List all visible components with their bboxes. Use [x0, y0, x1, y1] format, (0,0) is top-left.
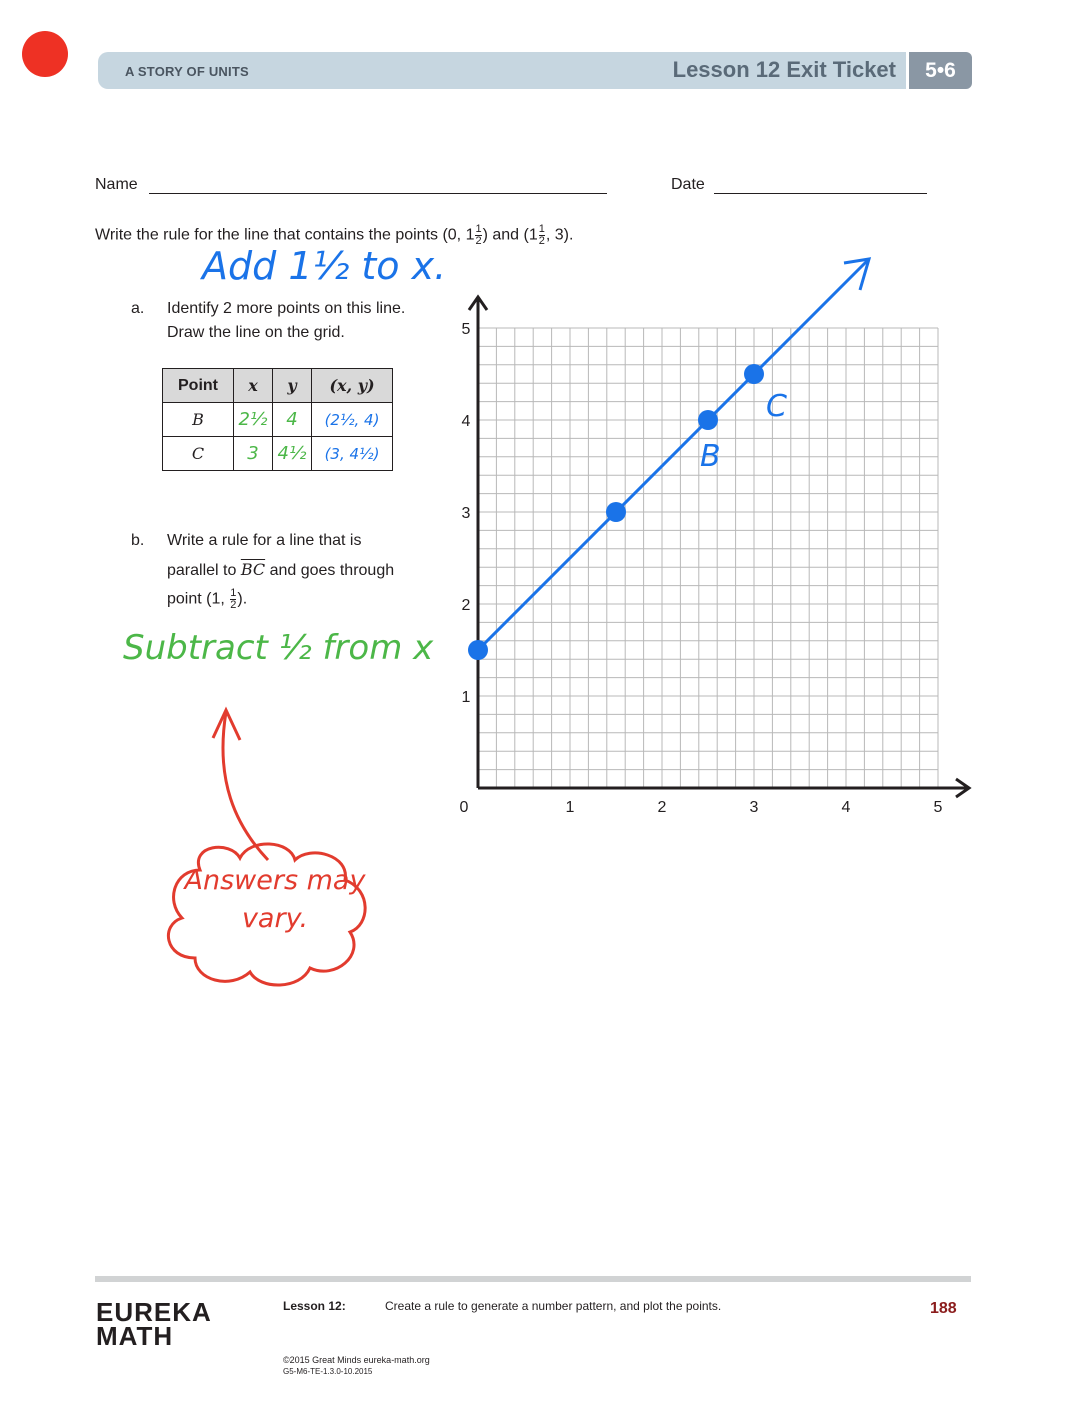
logo-line: MATH — [96, 1321, 174, 1351]
grade-module-badge: 5•6 — [909, 52, 972, 89]
x-tick-label: 3 — [749, 799, 759, 816]
footer-divider — [95, 1276, 971, 1282]
x-tick-label: 1 — [565, 799, 575, 816]
header-y: y — [273, 369, 312, 403]
red-dot-marker — [22, 31, 68, 77]
y-tick-label: 2 — [461, 597, 471, 614]
cell-point: C — [163, 437, 234, 471]
part-b-text: ). — [237, 590, 248, 608]
footer-copyright: ©2015 Great Minds eureka-math.org — [283, 1355, 430, 1365]
date-field[interactable] — [714, 192, 927, 194]
part-b-letter: b. — [131, 532, 145, 549]
table-row — [163, 437, 393, 471]
part-b-text: point (1, — [167, 590, 230, 608]
data-point — [744, 364, 764, 384]
part-b-line2 — [167, 560, 394, 580]
cell-xy: (3, 4½) — [312, 437, 393, 471]
prompt-text-part: , 3). — [545, 226, 574, 244]
table-row — [163, 403, 393, 437]
part-a-line2: Draw the line on the grid. — [167, 324, 345, 341]
page-number: 188 — [930, 1300, 957, 1317]
eureka-math-logo — [96, 1297, 212, 1351]
x-tick-label: 4 — [841, 799, 851, 816]
x-tick-label: 2 — [657, 799, 667, 816]
y-tick-label: 5 — [461, 321, 471, 338]
prompt-text-part: Write the rule for the line that contains the points (0, 1 — [95, 226, 475, 244]
name-label: Name — [95, 176, 138, 193]
callout-arrowhead — [213, 710, 240, 740]
footer-lesson-desc: Create a rule to generate a number pattern, and plot the points. — [385, 1299, 722, 1313]
part-b-text: and goes through — [265, 562, 395, 579]
cell-point: B — [163, 403, 234, 437]
part-b-line3 — [167, 588, 247, 611]
cell-x: 3 — [234, 437, 273, 471]
part-a-line1: Identify 2 more points on this line. — [167, 300, 406, 317]
footer-code: G5-M6-TE-1.3.0-10.2015 — [283, 1367, 373, 1376]
y-tick-label: 3 — [461, 505, 471, 522]
fraction: $\frac{1}{2}$ — [475, 223, 482, 247]
part-a-letter: a. — [131, 300, 145, 317]
cell-xy: (2½, 4) — [312, 403, 393, 437]
lesson-title: Lesson 12 Exit Ticket — [672, 57, 896, 82]
prompt-text-part: ) and (1 — [482, 226, 538, 244]
plotted-line — [478, 259, 869, 650]
cell-y: 4 — [273, 403, 312, 437]
callout-arrow — [223, 712, 268, 860]
logo-line: EUREKA — [96, 1297, 212, 1327]
point-label: B — [700, 439, 721, 474]
series-title: A STORY OF UNITS — [125, 64, 249, 79]
header-x: x — [234, 369, 273, 403]
x-tick-label: 5 — [933, 799, 943, 816]
table-header-row — [163, 369, 393, 403]
name-field[interactable] — [149, 192, 607, 194]
y-tick-label: 1 — [461, 689, 471, 706]
answers-vary-note: Answers may vary. — [184, 865, 366, 934]
cell-y: 4½ — [273, 437, 312, 471]
handwritten-parallel-answer: Subtract ½ from x — [123, 628, 434, 668]
points-table — [162, 368, 393, 471]
answers-vary-callout — [160, 700, 380, 990]
header-point: Point — [163, 369, 234, 403]
header-xy: (x, y) — [312, 369, 393, 403]
handwritten-rule-answer: Add 1½ to x. — [202, 244, 447, 288]
part-b-line1: Write a rule for a line that is — [167, 532, 362, 549]
point-label: C — [766, 389, 787, 424]
data-point — [606, 502, 626, 522]
data-point — [468, 640, 488, 660]
coordinate-grid — [440, 250, 990, 820]
y-tick-label: 4 — [461, 413, 471, 430]
part-b-text: parallel to — [167, 562, 241, 579]
x-tick-label: 0 — [459, 799, 469, 816]
date-label: Date — [671, 176, 705, 193]
data-point — [698, 410, 718, 430]
fraction: $\frac{1}{2}$ — [538, 223, 545, 247]
cell-x: 2½ — [234, 403, 273, 437]
line-bc-symbol: $\overline{BC}$ — [240, 560, 266, 579]
footer-lesson-label: Lesson 12: — [283, 1299, 346, 1313]
fraction: $\frac{1}{2}$ — [230, 587, 237, 611]
